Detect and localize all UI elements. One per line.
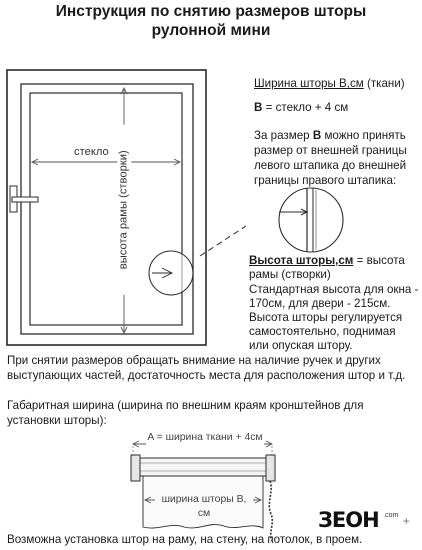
width-note-pre: За размер [254, 129, 313, 142]
title-line-2: рулонной мини [151, 22, 271, 39]
width-formula-b: B [254, 101, 263, 114]
width-formula-rest: = стекло + 4 см [262, 101, 349, 114]
height-line-7: или опуская штору. [249, 339, 353, 352]
glass-label: стекло [74, 146, 109, 158]
zoom-leader-line [200, 226, 246, 256]
width-note-bold: B [312, 129, 322, 142]
zoom-circle-detail [279, 188, 343, 252]
width-note-line-4: границы правого штапика: [254, 174, 397, 187]
frame-height-label: высота рамы (створки) [117, 125, 131, 295]
footer-note: Возможна установка штор на раму, на стену, на потолок, в проем. [7, 533, 363, 546]
width-heading-note: (ткани) [363, 77, 405, 90]
glass-width-dimension [32, 159, 180, 165]
note-1-line-2: выступающих частей, достаточность места для расположения штор и т.д. [7, 369, 406, 382]
height-line-5: Высота шторы регулируется [249, 311, 403, 324]
width-note-line-3: левого штапика до внешней [254, 159, 407, 172]
logo-plus: + [402, 514, 410, 528]
height-heading [249, 254, 405, 269]
note-1-line-1: При снятии размеров обращать внимание на наличие ручек и других [7, 354, 381, 367]
logo-text: ЗEOH [318, 508, 379, 532]
fabric-width-label: ширина шторы В, см [155, 493, 253, 520]
width-formula [254, 101, 348, 116]
window-handle [10, 186, 38, 212]
width-heading [254, 77, 405, 92]
note-2-line-1: Габаритная ширина (ширина по внешним краям кронштейнов для [7, 399, 364, 412]
width-heading-main: Ширина шторы B,см [254, 77, 364, 90]
height-heading-rest: = высота [353, 254, 405, 267]
logo-sub: .com [383, 512, 399, 519]
width-note-line-2: размер от внешней границы [254, 144, 407, 157]
height-line-4: 170см, для двери - 215см. [249, 297, 391, 310]
height-line-3: Стандартная высота для окна - [249, 283, 419, 296]
note-2-line-2: установки шторы): [7, 414, 107, 427]
height-heading-main: Высота шторы,см [249, 254, 354, 267]
window-frame-outer [7, 70, 206, 345]
brand-logo [318, 508, 410, 532]
title-line-1: Инструкция по снятию размеров шторы [55, 3, 367, 20]
height-line-6: самостоятельно, поднимая [249, 325, 396, 338]
width-note-line-1 [254, 129, 406, 144]
window-sash [21, 84, 193, 334]
overall-width-label: A = ширина ткани + 4см [147, 432, 263, 443]
width-note-post: можно принять [321, 129, 406, 142]
roller-blind-diagram [131, 441, 275, 541]
height-line-2: рамы (створки) [249, 268, 331, 281]
